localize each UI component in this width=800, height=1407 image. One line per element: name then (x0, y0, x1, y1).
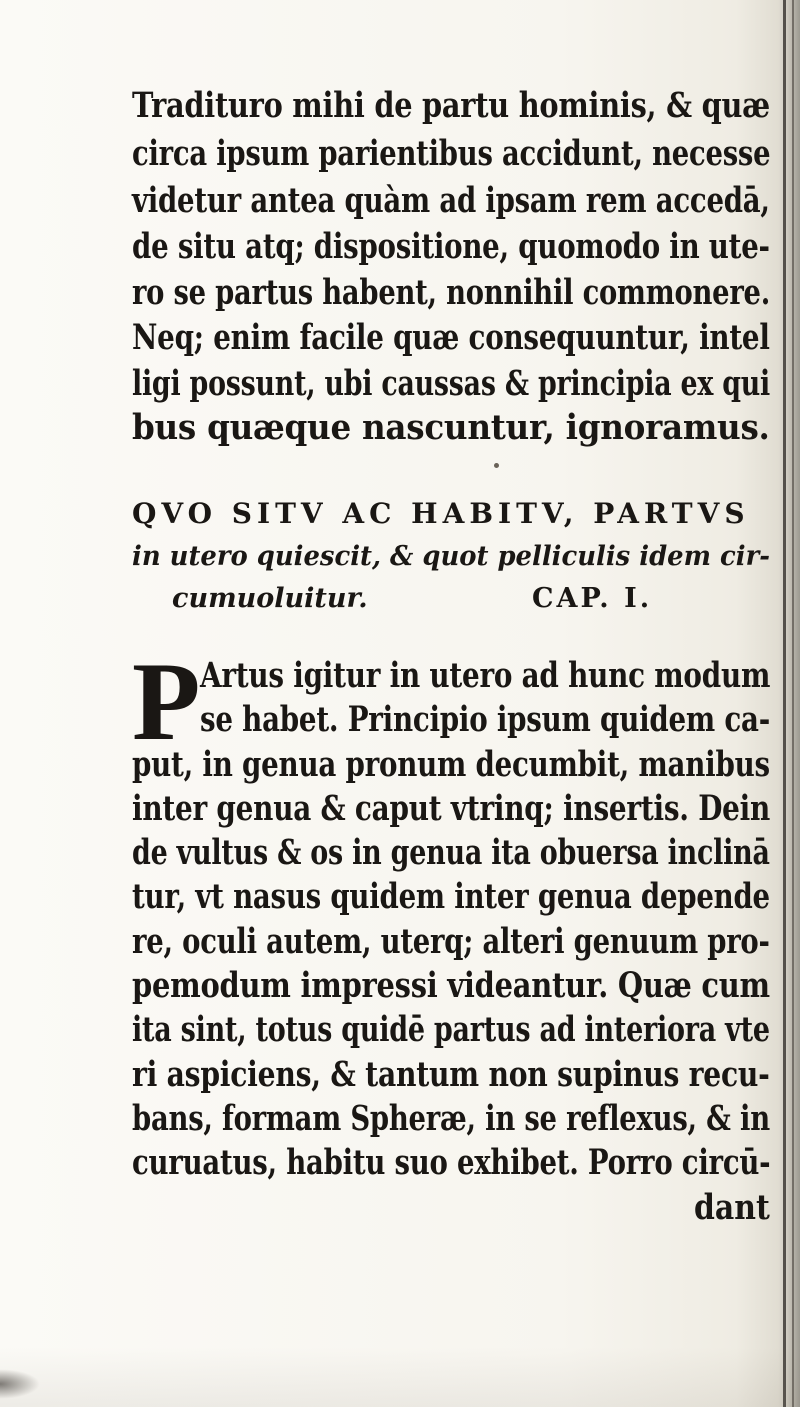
text-column (132, 0, 770, 1407)
page-edge-line-outer (792, 0, 794, 1407)
body-line: inter genua & caput vtrinq; insertis. Dein (132, 788, 771, 829)
intro-line: videtur antea quàm ad ipsam rem accedā, (132, 180, 770, 221)
body-line: se habet. Principio ipsum quidem ca- (200, 699, 771, 740)
body-line: bans, formam Spheræ, in se reflexus, & in (132, 1098, 770, 1139)
intro-line: circa ipsum parientibus accidunt, necesse (132, 133, 771, 174)
chapter-subheading: in utero quiescit, & quot pelliculis idem cir- (132, 541, 770, 572)
body-line: curuatus, habitu suo exhibet. Porro circū- (132, 1142, 771, 1183)
intro-line: Tradituro mihi de partu hominis, & quæ (132, 85, 770, 126)
page-edge-shadow (778, 0, 800, 1407)
chapter-heading: QVO SITV AC HABITV, PARTVS (132, 497, 750, 530)
intro-line: Neq; enim facile quæ consequuntur, intel (132, 317, 770, 358)
body-line: tur, vt nasus quidem inter genua depende (132, 876, 770, 917)
page-edge-line (783, 0, 786, 1407)
intro-line: ligi possunt, ubi caussas & principia ex qui (132, 363, 771, 404)
body-line: put, in genua pronum decumbit, manibus (132, 744, 770, 785)
drop-initial: P (132, 640, 201, 764)
body-line: ri aspiciens, & tantum non supinus recu- (132, 1054, 770, 1095)
chapter-subheading-cont: cumuoluitur. (172, 583, 368, 614)
ink-smudge (0, 1369, 40, 1399)
chapter-number: CAP. I. (532, 583, 653, 614)
intro-line: de situ atq; dispositione, quomodo in ute- (132, 226, 770, 267)
body-line: pemodum impressi videantur. Quæ cum (132, 965, 770, 1006)
body-line: ita sint, totus quidē partus ad interiora vte (132, 1009, 770, 1050)
catchword: dant (694, 1187, 770, 1228)
body-line: de vultus & os in genua ita obuersa inclinā (132, 832, 770, 873)
intro-line: ro se partus habent, nonnihil commonere. (132, 272, 770, 313)
body-line: Artus igitur in utero ad hunc modum (200, 655, 771, 696)
intro-line: bus quæque nascuntur, ignoramus. (132, 407, 770, 448)
body-line: re, oculi autem, uterq; alteri genuum pro- (132, 921, 770, 962)
ink-dot (494, 463, 499, 468)
